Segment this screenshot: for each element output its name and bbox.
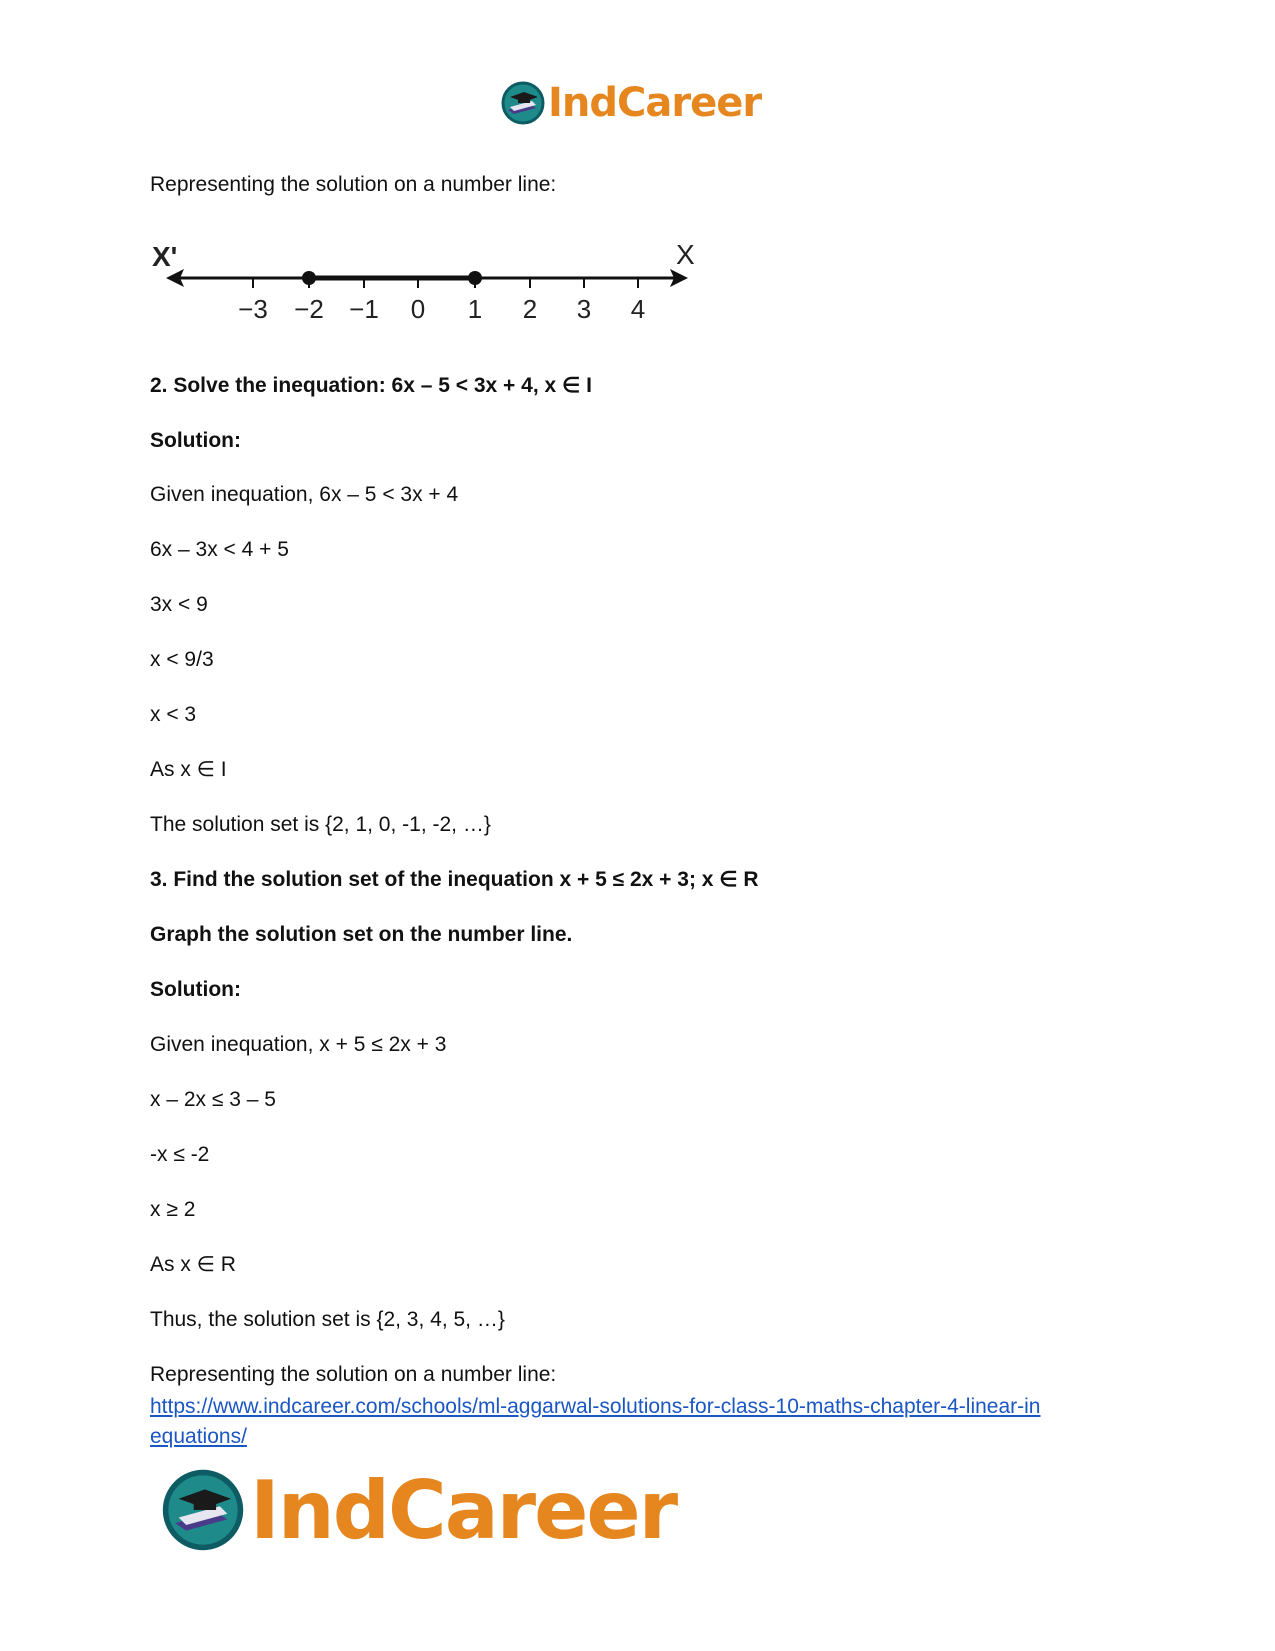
text-line: x ≥ 2 — [150, 1198, 196, 1221]
repr-line-2: Representing the solution on a number line: — [150, 1363, 557, 1386]
text-line: Given inequation, 6x – 5 < 3x + 4 — [150, 483, 459, 506]
tick-label: −1 — [349, 294, 379, 324]
graduation-book-icon — [500, 80, 546, 126]
text-line: -x ≤ -2 — [150, 1143, 210, 1166]
question-2-heading: 2. Solve the inequation: 6x – 5 < 3x + 4, x ∈ I — [150, 374, 592, 397]
solution-label: Solution: — [150, 978, 241, 1001]
axis-left-label: X' — [152, 241, 178, 272]
question-3-heading: 3. Find the solution set of the inequation x + 5 ≤ 2x + 3; x ∈ R — [150, 868, 759, 891]
text-line: As x ∈ I — [150, 758, 227, 781]
source-url-link[interactable] — [150, 1392, 1130, 1452]
link-line-2: equations/ — [150, 1425, 247, 1448]
text-line: The solution set is {2, 1, 0, -1, -2, …} — [150, 813, 491, 836]
text-line: Given inequation, x + 5 ≤ 2x + 3 — [150, 1033, 447, 1056]
logo-wordmark: IndCareer — [548, 80, 762, 126]
axis-right-label: X — [676, 239, 695, 270]
tick-label: 3 — [576, 294, 592, 324]
header-logo — [500, 76, 761, 130]
solution-label: Solution: — [150, 429, 241, 452]
text-line: x – 2x ≤ 3 – 5 — [150, 1088, 276, 1111]
repr-line-1: Representing the solution on a number line: — [150, 173, 557, 196]
tick-label: −2 — [294, 294, 324, 324]
text-line: 3x < 9 — [150, 593, 208, 616]
number-line-diagram — [150, 238, 710, 330]
question-3-subheading: Graph the solution set on the number line. — [150, 923, 573, 946]
link-line-1: https://www.indcareer.com/schools/ml-aggarwal-solutions-for-class-10-maths-chapter-4-linear-in — [150, 1395, 1041, 1418]
filled-point-1 — [468, 271, 482, 285]
tick-label: 1 — [467, 294, 483, 324]
filled-point-minus-2 — [302, 271, 316, 285]
text-line: Thus, the solution set is {2, 3, 4, 5, …} — [150, 1308, 505, 1331]
text-line: 6x – 3x < 4 + 5 — [150, 538, 289, 561]
tick-label: 4 — [630, 294, 646, 324]
footer-logo — [160, 1465, 676, 1555]
tick-label: 0 — [410, 294, 426, 324]
text-line: x < 9/3 — [150, 648, 214, 671]
text-line: As x ∈ R — [150, 1253, 236, 1276]
tick-label: −3 — [238, 294, 268, 324]
text-line: x < 3 — [150, 703, 197, 726]
logo-wordmark: IndCareer — [250, 1463, 677, 1557]
graduation-book-icon — [160, 1467, 246, 1553]
tick-label: 2 — [522, 294, 538, 324]
